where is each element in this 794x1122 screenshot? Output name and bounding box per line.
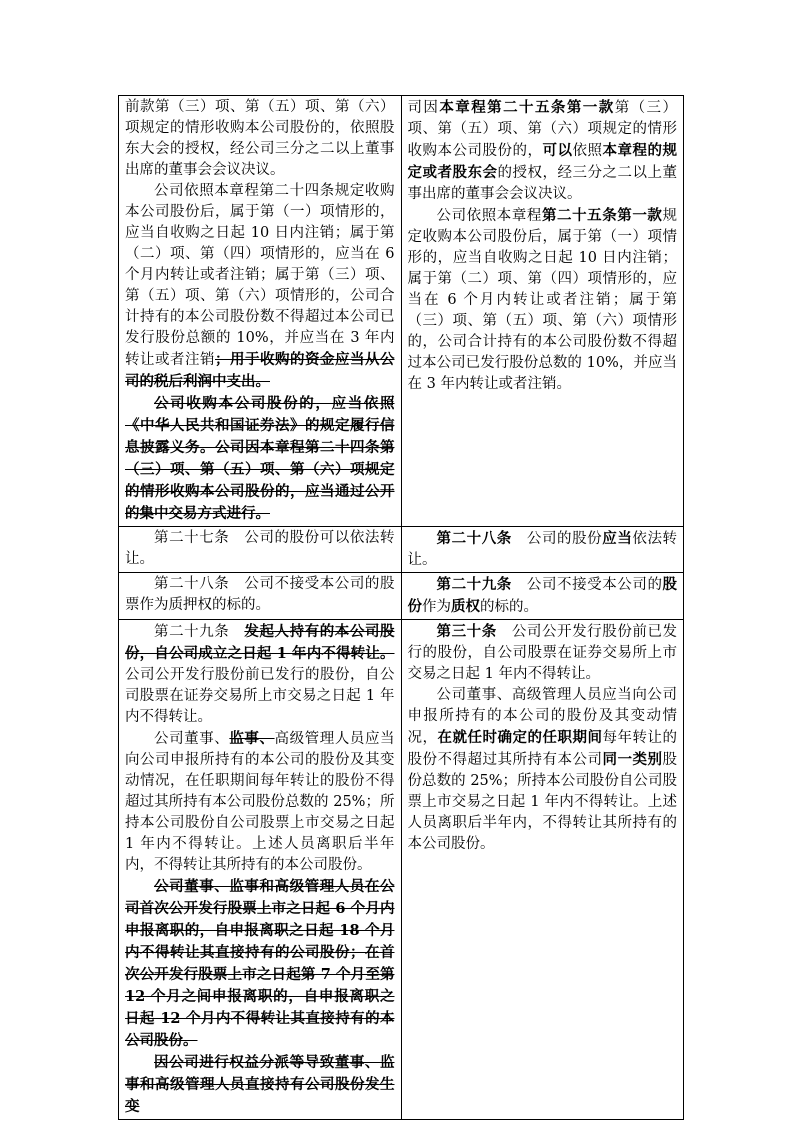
cell-revised-text <box>401 620 684 1120</box>
cell-original-text <box>119 527 402 573</box>
deleted-text-run: 发起人持有的本公司股份，自公司成立之日起 1 年内不得转让。 <box>125 623 395 662</box>
emphasis-text-run: 应当 <box>602 530 633 547</box>
paragraph <box>125 876 395 1052</box>
paragraph <box>408 205 678 395</box>
table-row <box>119 573 684 620</box>
paragraph <box>408 528 678 571</box>
paragraph <box>408 574 678 618</box>
paragraph <box>125 621 395 728</box>
cell-revised-text <box>401 96 684 527</box>
comparison-table <box>118 95 684 1120</box>
deleted-text-run: 公司董事、监事和高级管理人员在公司首次公开发行股票上市之日起 6 个月内申报离职的，自申报离职之日起 18 个月内不得转让其直接持有的公司股份；在首次公开发行股票上市之日起第 7 个月至第 12 个月之间申报离职的，自申报离职之日起 12 个月内不得转让其直接持有的本公司股份。 <box>125 878 395 1049</box>
table-row <box>119 527 684 573</box>
emphasis-text-run: 在就任时确定的任职期间 <box>437 729 603 746</box>
text-run: 公司公开发行股份前已发行的股份，自公司股票在证券交易所上市交易之日起 1 年内不得转让。 <box>125 667 395 725</box>
text-run: 的授权，经三分之二以上董事出席的董事会会议决议。 <box>407 165 677 202</box>
text-run: 第二十七条 公司的股份可以依法转让。 <box>125 530 395 567</box>
comparison-table-body <box>119 96 684 1120</box>
emphasis-text-run: 股份 <box>407 576 678 615</box>
emphasis-text-run: 第二十八条 <box>436 530 512 547</box>
cell-original-text <box>119 96 402 527</box>
text-run: 公司董事、 <box>154 731 230 747</box>
text-run: 公司依照本章程 <box>436 208 542 224</box>
text-run: 的标的。 <box>480 599 538 615</box>
emphasis-text-run: 质权 <box>451 598 480 615</box>
paragraph <box>125 728 395 876</box>
text-run: 公司依照本章程第二十四条规定收购本公司股份后，属于第（一）项情形的，应当自收购之日起 10 日内注销；属于第（二）项、第（四）项情形的，应当在 6 个月内转让或者注销；属于第（三）项、第（五）项、第（六）项情形的，公司合计持有的本公司股份数不得超过本公司已发行股份总额的 10%，并应当在 3 年内转让或者注销 <box>125 183 395 368</box>
text-run: 公司公开发行股份前已发行的股份，自公司股票在证券交易所上市交易之日起 1 年内不得转让。 <box>407 624 678 682</box>
emphasis-text-run: 第二十九条 <box>436 576 512 593</box>
cell-revised-text <box>401 527 684 573</box>
text-run: 公司董事、高级管理人员应当向公司申报所持有的本公司的股份及其变动情况， <box>407 687 677 746</box>
deleted-text-run: ；用于收购的资金应当从公司的税后利润中支出。 <box>125 351 395 390</box>
emphasis-text-run: 本章程的规定或者股东会 <box>407 142 677 181</box>
paragraph <box>125 1052 395 1118</box>
paragraph <box>125 393 395 525</box>
paragraph <box>125 574 395 616</box>
cell-original-text <box>119 573 402 620</box>
text-run: 公司的股份 <box>511 531 603 547</box>
cell-revised-text <box>401 573 684 620</box>
paragraph <box>408 685 678 855</box>
text-run: 每年转让的股份不得超过其所持有本公司 <box>407 730 677 768</box>
paragraph <box>125 528 395 570</box>
text-run: 高级管理人员应当向公司申报所持有的本公司的股份及其变动情况，在任职期间每年转让的股份不得超过其所持有本公司股份总数的 25%；所持本公司股份自公司股票上市交易之日起 1 年内不得转让。上述人员离职后半年内，不得转让其所持有的本公司股份。 <box>125 731 395 873</box>
emphasis-text-run: 可以 <box>542 142 573 159</box>
text-run: 规定收购本公司股份后，属于第（一）项情形的，应当自收购之日起 10 日内注销；属于第（二）项、第（四）项情形的，应当在 6 个月内转让或者注销；属于第（三）项、第（五）项、第（六）项情形的，公司合计持有的本公司股份数不得超过本公司已发行股份总数的 10%，并应当在 3 年内转让或者注销。 <box>407 208 678 392</box>
paragraph <box>125 97 395 181</box>
paragraph <box>125 181 395 393</box>
paragraph <box>408 621 678 685</box>
emphasis-text-run: 同一类别 <box>602 751 663 768</box>
text-run: 第二十九条 <box>154 624 245 640</box>
emphasis-text-run: 第三十条 <box>436 623 497 640</box>
text-run: 第（三）项、第（五）项、第（六）项规定的情形收购本公司股份的， <box>407 100 677 159</box>
text-run: 第二十八条 公司不接受本公司的股票作为质押权的标的。 <box>125 576 395 613</box>
paragraph <box>408 97 678 205</box>
text-run: 依法转让。 <box>407 531 678 568</box>
text-run: 前款第（三）项、第（五）项、第（六）项规定的情形收购本公司股份的，依照股东大会的授权，经公司三分之二以上董事出席的董事会会议决议。 <box>125 99 395 178</box>
text-run: 作为 <box>422 599 451 615</box>
deleted-text-run: 监事、 <box>229 730 275 747</box>
table-row <box>119 620 684 1120</box>
table-row <box>119 96 684 527</box>
emphasis-text-run: 第二十五条第一款 <box>541 207 663 224</box>
text-run: 股份总数的 25%；所持本公司股份自公司股票上市交易之日起 1 年内不得转让。上述人员离职后半年内，不得转让其所持有的本公司股份。 <box>407 752 677 852</box>
text-run: 依照 <box>572 143 603 159</box>
text-run: 司因 <box>407 100 440 116</box>
deleted-text-run: 因公司进行权益分派等导致董事、监事和高级管理人员直接持有公司股份发生变 <box>125 1054 395 1115</box>
cell-original-text <box>119 620 402 1120</box>
text-run: 公司不接受本公司的 <box>511 577 663 593</box>
deleted-text-run: 公司收购本公司股份的，应当依照《中华人民共和国证券法》的规定履行信息披露义务。公司因本章程第二十四条第（三）项、第（五）项、第（六）项规定的情形收购本公司股份的，应当通过公开的集中交易方式进行。 <box>125 395 395 522</box>
emphasis-text-run: 本章程第二十五条第一款 <box>439 99 615 116</box>
